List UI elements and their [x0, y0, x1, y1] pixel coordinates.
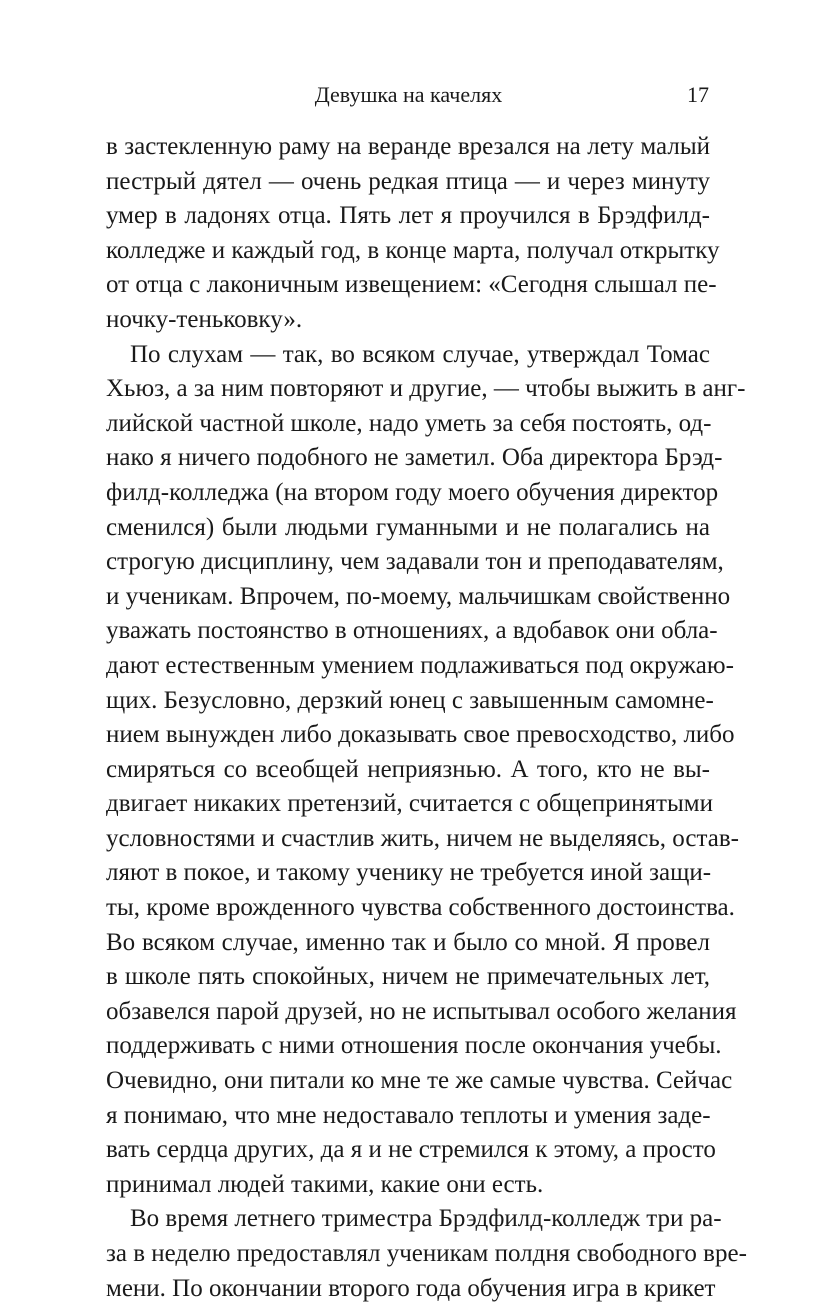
text-line: Хьюз, а за ним повторяют и другие, — чтобы выжить в анг-: [106, 375, 746, 403]
text-line: нием вынужден либо доказывать свое превосходство, либо: [106, 721, 735, 749]
text-line: я понимаю, что мне недоставало теплоты и умения заде-: [106, 1101, 711, 1129]
running-title: Девушка на качелях: [314, 82, 503, 107]
text-line: двигает никаких претензий, считается с общепринятыми: [106, 790, 713, 818]
paragraph: [106, 1202, 747, 1306]
text-line: условностями и счастлив жить, ничем не выделяясь, остав-: [106, 824, 739, 852]
text-line: филд-колледжа (на втором году моего обучения директор: [106, 478, 719, 506]
text-line: строгую дисциплину, чем задавали тон и преподавателям,: [106, 548, 724, 576]
body-text: [106, 130, 747, 1306]
text-line: за в неделю предоставлял ученикам полдня свободного вре-: [106, 1240, 747, 1267]
text-line: Очевидно, они питали ко мне те же самые чувства. Сейчас: [106, 1067, 733, 1095]
page-number: 17: [687, 82, 709, 107]
paragraph: [106, 130, 720, 338]
text-line: ночку-теньковку».: [106, 305, 303, 333]
text-line: в застекленную раму на веранде врезался на лету малый: [106, 133, 710, 160]
text-line: ляют в покое, и такому ученику не требуется иной защи-: [106, 859, 712, 887]
text-line: щих. Безусловно, дерзкий юнец с завышенным самомне-: [106, 686, 714, 714]
text-line: Во всяком случае, именно так и было со мной. Я провел: [106, 928, 710, 956]
text-line: поддерживать с ними отношения после окончания учебы.: [106, 1032, 722, 1060]
text-line: По слухам — так, во всяком случае, утверждал Томас: [130, 340, 710, 368]
text-line: вать сердца других, да я и не стремился к этому, а просто: [106, 1136, 716, 1164]
text-line: от отца с лаконичным извещением: «Сегодня слышал пе-: [106, 271, 717, 299]
text-line: колледже и каждый год, в конце марта, получал открытку: [106, 236, 720, 264]
text-line: смиряться со всеобщей неприязнью. А того, кто не вы-: [106, 755, 710, 783]
text-line: ты, кроме врожденного чувства собственного достоинства.: [106, 894, 735, 922]
text-line: Во время летнего триместра Брэдфилд-колледж три ра-: [130, 1205, 722, 1233]
text-line: принимал людей такими, какие они есть.: [106, 1170, 544, 1198]
text-line: в школе пять спокойных, ничем не примечательных лет,: [106, 963, 710, 991]
text-line: уважать постоянство в отношениях, а вдобавок они обла-: [106, 617, 718, 645]
text-line: пестрый дятел — очень редкая птица — и через минуту: [106, 167, 710, 195]
text-line: сменился) были людьми гуманными и не полагались на: [106, 513, 710, 541]
text-line: мени. По окончании второго года обучения игра в крикет: [106, 1274, 716, 1302]
running-head: [108, 82, 709, 112]
text-line: нако я ничего подобного не заметил. Оба директора Брэд-: [106, 444, 723, 472]
text-line: умер в ладонях отца. Пять лет я проучился в Брэдфилд-: [106, 202, 710, 230]
paragraph: [106, 338, 746, 1203]
text-line: лийской частной школе, надо уметь за себя постоять, од-: [106, 409, 712, 437]
text-line: дают естественным умением подлаживаться под окружаю-: [106, 651, 734, 679]
text-line: и ученикам. Впрочем, по-моему, мальчишкам свойственно: [106, 582, 731, 610]
text-line: обзавелся парой друзей, но не испытывал особого желания: [106, 997, 737, 1025]
